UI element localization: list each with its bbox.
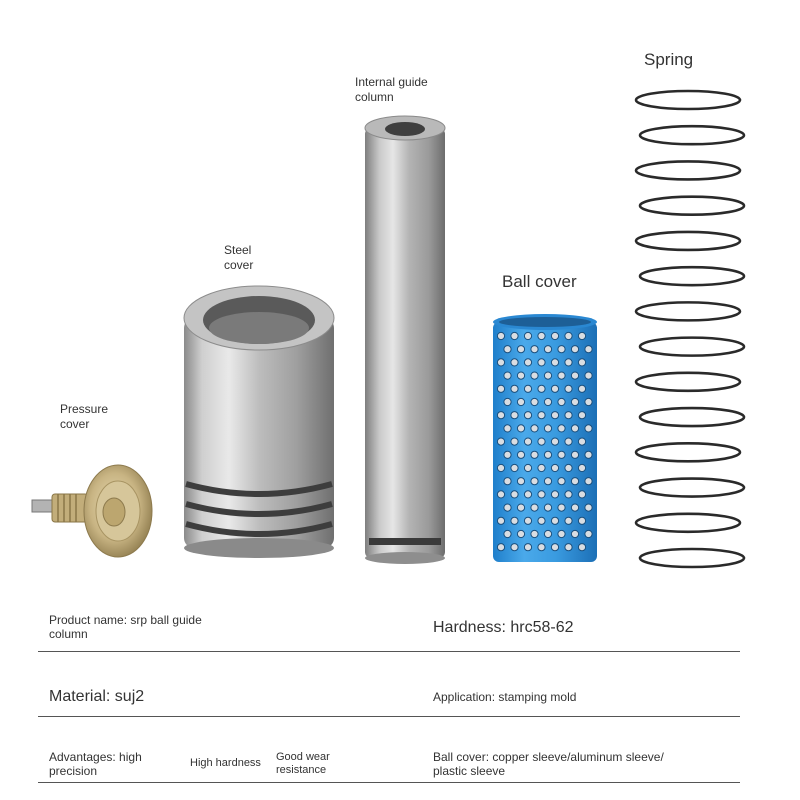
good-wear-resistance	[276, 751, 330, 777]
ball-cover-options-line1: Ball cover: copper sleeve/aluminum sleeve/	[433, 750, 664, 764]
product-name-line1: Product name: srp ball guide	[49, 613, 202, 627]
advantages-line1: Advantages: high	[49, 750, 142, 764]
spring-label: Spring	[644, 50, 694, 69]
ball-cover-options	[433, 750, 664, 778]
advantages	[49, 750, 142, 778]
good-wear-line1: Good wear	[276, 751, 330, 763]
divider-2	[38, 716, 740, 717]
divider-3	[38, 782, 740, 783]
pressure-cover-label	[60, 402, 108, 432]
high-hardness: High hardness	[190, 757, 261, 769]
steel-cover-label-line2: cover	[224, 258, 254, 272]
product-name	[49, 613, 202, 641]
good-wear-line2: resistance	[276, 764, 327, 776]
divider-1	[38, 651, 740, 652]
pressure-cover-label-line1: Pressure	[60, 402, 109, 416]
internal-guide-column-label	[355, 75, 428, 105]
ball-cover-options-line2: plastic sleeve	[433, 764, 506, 778]
material: Material: suj2	[49, 688, 145, 705]
product-name-line2: column	[49, 627, 88, 641]
steel-cover-label	[224, 243, 253, 273]
ball-cover-label: Ball cover	[502, 272, 577, 291]
advantages-line2: precision	[49, 764, 98, 778]
internal-guide-column-label-line1: Internal guide	[355, 75, 428, 89]
pressure-cover-label-line2: cover	[60, 417, 90, 431]
steel-cover-label-line1: Steel	[224, 243, 252, 257]
application: Application: stamping mold	[433, 690, 577, 704]
internal-guide-column-label-line2: column	[355, 90, 394, 104]
hardness: Hardness: hrc58-62	[433, 619, 574, 636]
